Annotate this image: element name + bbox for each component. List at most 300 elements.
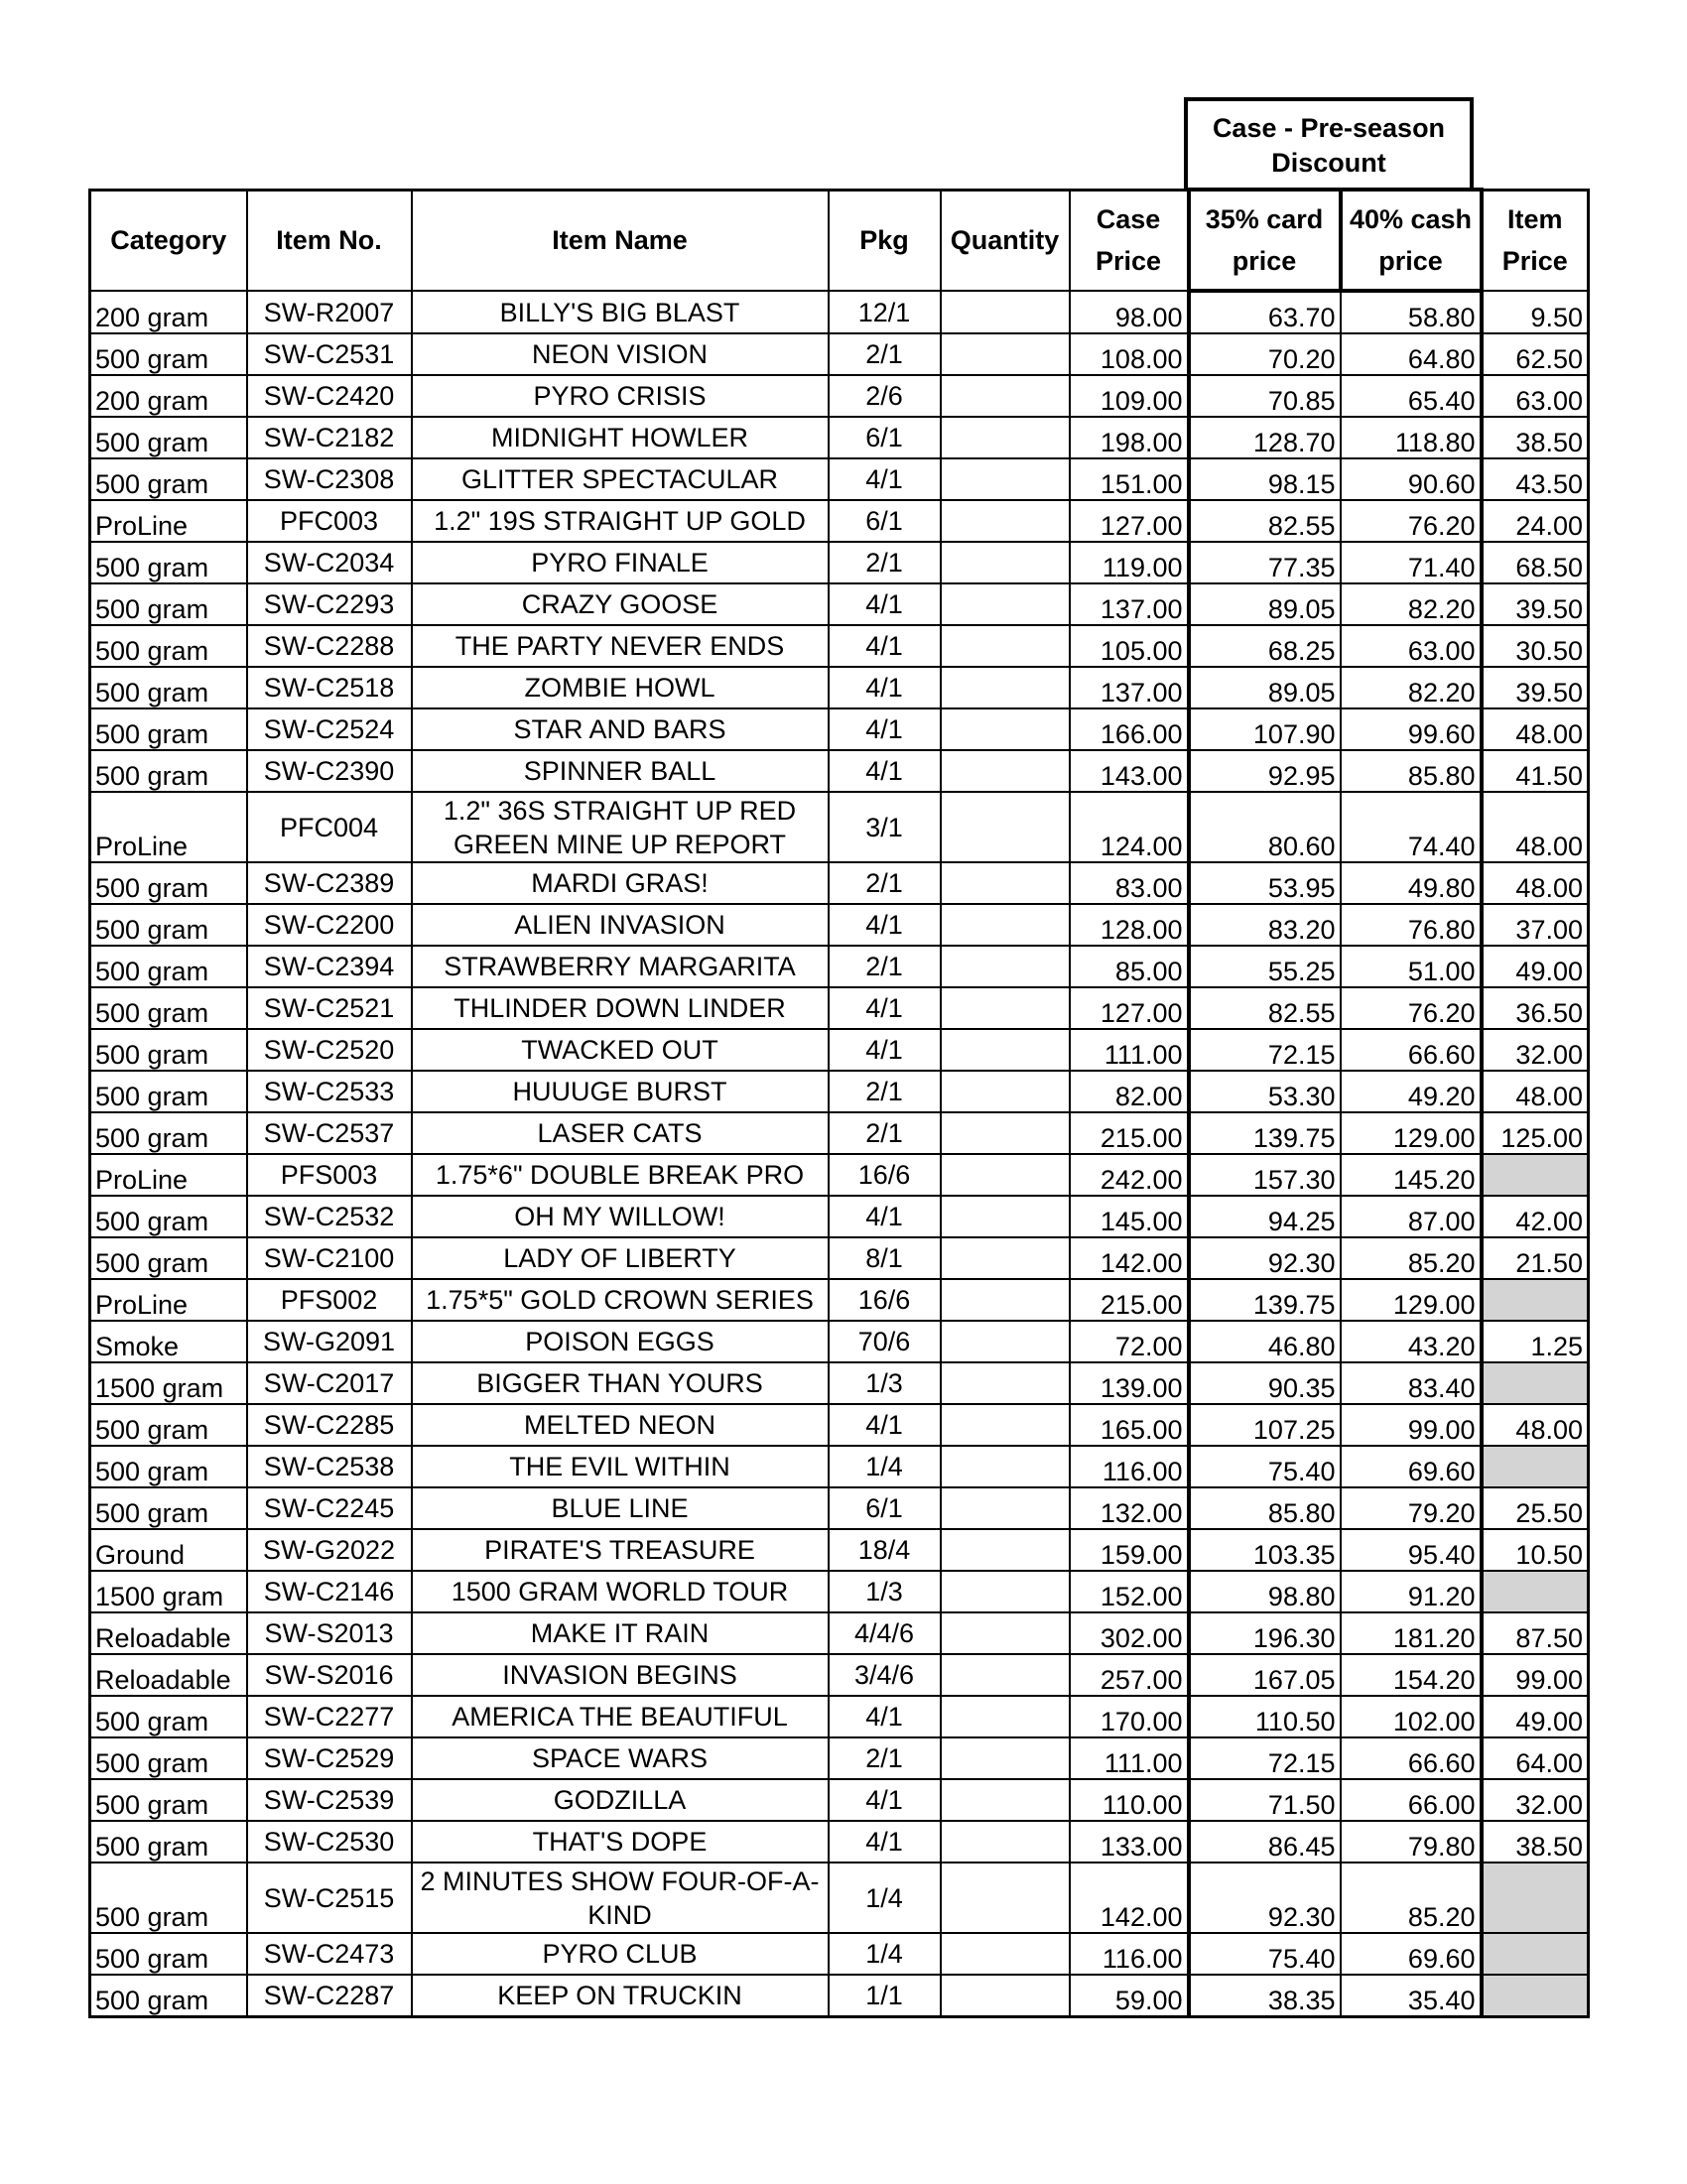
- quantity-input-cell[interactable]: [941, 792, 1070, 862]
- case-price-cell: 137.00: [1070, 583, 1189, 625]
- card-price-cell: 82.55: [1189, 987, 1341, 1029]
- category-cell: ProLine: [90, 1154, 247, 1196]
- table-row: [90, 1237, 1589, 1279]
- table-row: [90, 375, 1589, 417]
- item-price-cell: 48.00: [1482, 792, 1589, 862]
- quantity-input-cell[interactable]: [941, 1737, 1070, 1779]
- pkg-cell: 2/1: [829, 862, 941, 904]
- category-cell: 500 gram: [90, 1933, 247, 1975]
- quantity-input-cell[interactable]: [941, 1279, 1070, 1321]
- item-no-cell: SW-C2017: [247, 1362, 412, 1404]
- table-row: [90, 792, 1589, 862]
- case-price-cell: 242.00: [1070, 1154, 1189, 1196]
- cash-price-cell: 65.40: [1341, 375, 1482, 417]
- item-no-cell: SW-C2285: [247, 1404, 412, 1446]
- cash-price-cell: 129.00: [1341, 1112, 1482, 1154]
- card-price-cell: 90.35: [1189, 1362, 1341, 1404]
- card-price-cell: 72.15: [1189, 1029, 1341, 1071]
- item-no-cell: SW-C2146: [247, 1571, 412, 1612]
- item-price-cell: [1482, 1279, 1589, 1321]
- quantity-input-cell[interactable]: [941, 904, 1070, 946]
- card-price-cell: 92.30: [1189, 1237, 1341, 1279]
- pkg-cell: 4/1: [829, 987, 941, 1029]
- quantity-input-cell[interactable]: [941, 1654, 1070, 1696]
- quantity-input-cell[interactable]: [941, 1933, 1070, 1975]
- quantity-input-cell[interactable]: [941, 1154, 1070, 1196]
- cash-price-cell: 145.20: [1341, 1154, 1482, 1196]
- item-name-cell: GLITTER SPECTACULAR: [412, 458, 829, 500]
- category-cell: 500 gram: [90, 1975, 247, 2017]
- cash-price-cell: 87.00: [1341, 1196, 1482, 1237]
- category-cell: 1500 gram: [90, 1362, 247, 1404]
- item-price-cell: 36.50: [1482, 987, 1589, 1029]
- item-name-cell: LASER CATS: [412, 1112, 829, 1154]
- item-price-cell: 21.50: [1482, 1237, 1589, 1279]
- quantity-input-cell[interactable]: [941, 750, 1070, 792]
- case-price-cell: 83.00: [1070, 862, 1189, 904]
- quantity-input-cell[interactable]: [941, 987, 1070, 1029]
- card-price-cell: 85.80: [1189, 1487, 1341, 1529]
- case-price-cell: 59.00: [1070, 1975, 1189, 2017]
- category-cell: 500 gram: [90, 333, 247, 375]
- card-price-cell: 68.25: [1189, 625, 1341, 667]
- quantity-input-cell[interactable]: [941, 1029, 1070, 1071]
- item-price-cell: 49.00: [1482, 1696, 1589, 1737]
- cash-price-cell: 49.20: [1341, 1071, 1482, 1112]
- card-price-cell: 110.50: [1189, 1696, 1341, 1737]
- card-price-cell: 86.45: [1189, 1821, 1341, 1863]
- pkg-cell: 4/4/6: [829, 1612, 941, 1654]
- category-cell: 500 gram: [90, 1196, 247, 1237]
- item-name-cell: STRAWBERRY MARGARITA: [412, 946, 829, 987]
- item-no-cell: SW-S2016: [247, 1654, 412, 1696]
- case-price-cell: 159.00: [1070, 1529, 1189, 1571]
- item-no-cell: SW-C2473: [247, 1933, 412, 1975]
- quantity-input-cell[interactable]: [941, 542, 1070, 583]
- item-price-cell: 32.00: [1482, 1779, 1589, 1821]
- item-name-cell: THE PARTY NEVER ENDS: [412, 625, 829, 667]
- pkg-cell: 8/1: [829, 1237, 941, 1279]
- category-cell: 500 gram: [90, 1821, 247, 1863]
- cash-price-cell: 102.00: [1341, 1696, 1482, 1737]
- cash-price-cell: 74.40: [1341, 792, 1482, 862]
- category-cell: Smoke: [90, 1321, 247, 1362]
- table-row: [90, 1933, 1589, 1975]
- item-no-cell: SW-C2521: [247, 987, 412, 1029]
- item-price-cell: [1482, 1446, 1589, 1487]
- header-item-price: Item Price: [1482, 190, 1589, 291]
- table-row: [90, 1571, 1589, 1612]
- item-name-cell: THAT'S DOPE: [412, 1821, 829, 1863]
- case-price-cell: 119.00: [1070, 542, 1189, 583]
- item-name-cell: HUUUGE BURST: [412, 1071, 829, 1112]
- table-row: [90, 1154, 1589, 1196]
- quantity-input-cell[interactable]: [941, 1975, 1070, 2017]
- item-no-cell: SW-C2533: [247, 1071, 412, 1112]
- item-no-cell: SW-C2515: [247, 1863, 412, 1933]
- pkg-cell: 2/1: [829, 1737, 941, 1779]
- card-price-cell: 157.30: [1189, 1154, 1341, 1196]
- quantity-input-cell[interactable]: [941, 1779, 1070, 1821]
- item-no-cell: SW-C2538: [247, 1446, 412, 1487]
- cash-price-cell: 49.80: [1341, 862, 1482, 904]
- quantity-input-cell[interactable]: [941, 1821, 1070, 1863]
- case-price-cell: 85.00: [1070, 946, 1189, 987]
- quantity-input-cell[interactable]: [941, 946, 1070, 987]
- card-price-cell: 94.25: [1189, 1196, 1341, 1237]
- pkg-cell: 4/1: [829, 1779, 941, 1821]
- item-name-cell: ALIEN INVASION: [412, 904, 829, 946]
- item-name-cell: KEEP ON TRUCKIN: [412, 1975, 829, 2017]
- table-row: [90, 583, 1589, 625]
- item-price-cell: 37.00: [1482, 904, 1589, 946]
- quantity-input-cell[interactable]: [941, 1362, 1070, 1404]
- case-price-cell: 82.00: [1070, 1071, 1189, 1112]
- item-name-cell: GODZILLA: [412, 1779, 829, 1821]
- table-row: [90, 1196, 1589, 1237]
- table-row: [90, 1863, 1589, 1933]
- item-price-cell: 99.00: [1482, 1654, 1589, 1696]
- item-no-cell: SW-C2537: [247, 1112, 412, 1154]
- case-price-cell: 128.00: [1070, 904, 1189, 946]
- quantity-input-cell[interactable]: [941, 1696, 1070, 1737]
- item-no-cell: SW-C2308: [247, 458, 412, 500]
- cash-price-cell: 76.20: [1341, 500, 1482, 542]
- table-row: [90, 1654, 1589, 1696]
- item-name-cell: LADY OF LIBERTY: [412, 1237, 829, 1279]
- card-price-cell: 139.75: [1189, 1112, 1341, 1154]
- quantity-input-cell[interactable]: [941, 291, 1070, 333]
- pkg-cell: 4/1: [829, 667, 941, 708]
- case-price-cell: 116.00: [1070, 1446, 1189, 1487]
- case-price-cell: 108.00: [1070, 333, 1189, 375]
- item-name-cell: 2 MINUTES SHOW FOUR-OF-A-KIND: [412, 1863, 829, 1933]
- table-row: [90, 1779, 1589, 1821]
- category-cell: Reloadable: [90, 1654, 247, 1696]
- item-price-cell: 42.00: [1482, 1196, 1589, 1237]
- cash-price-cell: 66.60: [1341, 1737, 1482, 1779]
- item-price-cell: 87.50: [1482, 1612, 1589, 1654]
- cash-price-cell: 85.80: [1341, 750, 1482, 792]
- case-price-cell: 145.00: [1070, 1196, 1189, 1237]
- item-name-cell: 1.75*5" GOLD CROWN SERIES: [412, 1279, 829, 1321]
- pkg-cell: 6/1: [829, 417, 941, 458]
- item-price-cell: 62.50: [1482, 333, 1589, 375]
- item-no-cell: SW-C2288: [247, 625, 412, 667]
- cash-price-cell: 76.80: [1341, 904, 1482, 946]
- item-price-cell: 1.25: [1482, 1321, 1589, 1362]
- quantity-input-cell[interactable]: [941, 1071, 1070, 1112]
- cash-price-cell: 79.80: [1341, 1821, 1482, 1863]
- quantity-input-cell[interactable]: [941, 625, 1070, 667]
- pkg-cell: 2/1: [829, 333, 941, 375]
- category-cell: 500 gram: [90, 1737, 247, 1779]
- item-price-cell: [1482, 1362, 1589, 1404]
- pkg-cell: 2/6: [829, 375, 941, 417]
- category-cell: 500 gram: [90, 667, 247, 708]
- category-cell: ProLine: [90, 1279, 247, 1321]
- category-cell: 500 gram: [90, 750, 247, 792]
- card-price-cell: 139.75: [1189, 1279, 1341, 1321]
- cash-price-cell: 58.80: [1341, 291, 1482, 333]
- quantity-input-cell[interactable]: [941, 1446, 1070, 1487]
- item-no-cell: SW-C2394: [247, 946, 412, 987]
- quantity-input-cell[interactable]: [941, 1571, 1070, 1612]
- table-row: [90, 1404, 1589, 1446]
- table-row: [90, 1112, 1589, 1154]
- item-price-cell: [1482, 1933, 1589, 1975]
- cash-price-cell: 91.20: [1341, 1571, 1482, 1612]
- item-price-cell: [1482, 1975, 1589, 2017]
- pkg-cell: 1/1: [829, 1975, 941, 2017]
- item-name-cell: NEON VISION: [412, 333, 829, 375]
- item-no-cell: SW-G2091: [247, 1321, 412, 1362]
- item-name-cell: SPINNER BALL: [412, 750, 829, 792]
- category-cell: 500 gram: [90, 542, 247, 583]
- item-price-cell: 43.50: [1482, 458, 1589, 500]
- card-price-cell: 75.40: [1189, 1446, 1341, 1487]
- item-name-cell: OH MY WILLOW!: [412, 1196, 829, 1237]
- item-no-cell: PFS003: [247, 1154, 412, 1196]
- quantity-input-cell[interactable]: [941, 1612, 1070, 1654]
- discount-group-header: Case - Pre-season Discount: [1184, 97, 1474, 190]
- pkg-cell: 1/4: [829, 1446, 941, 1487]
- item-no-cell: SW-C2034: [247, 542, 412, 583]
- category-cell: 500 gram: [90, 458, 247, 500]
- category-cell: ProLine: [90, 792, 247, 862]
- pkg-cell: 2/1: [829, 542, 941, 583]
- header-cash-price: 40% cash price: [1341, 190, 1482, 291]
- card-price-cell: 83.20: [1189, 904, 1341, 946]
- quantity-input-cell[interactable]: [941, 862, 1070, 904]
- item-price-cell: [1482, 1863, 1589, 1933]
- category-cell: 500 gram: [90, 1071, 247, 1112]
- quantity-input-cell[interactable]: [941, 708, 1070, 750]
- cash-price-cell: 90.60: [1341, 458, 1482, 500]
- quantity-input-cell[interactable]: [941, 417, 1070, 458]
- item-no-cell: SW-C2530: [247, 1821, 412, 1863]
- quantity-input-cell[interactable]: [941, 1487, 1070, 1529]
- table-row: [90, 862, 1589, 904]
- case-price-cell: 111.00: [1070, 1029, 1189, 1071]
- cash-price-cell: 99.00: [1341, 1404, 1482, 1446]
- category-cell: 200 gram: [90, 291, 247, 333]
- item-name-cell: MIDNIGHT HOWLER: [412, 417, 829, 458]
- item-no-cell: SW-C2524: [247, 708, 412, 750]
- item-price-cell: 48.00: [1482, 708, 1589, 750]
- table-row: [90, 708, 1589, 750]
- case-price-cell: 198.00: [1070, 417, 1189, 458]
- category-cell: 500 gram: [90, 904, 247, 946]
- card-price-cell: 75.40: [1189, 1933, 1341, 1975]
- quantity-input-cell[interactable]: [941, 1196, 1070, 1237]
- category-cell: 500 gram: [90, 708, 247, 750]
- card-price-cell: 70.85: [1189, 375, 1341, 417]
- card-price-cell: 53.30: [1189, 1071, 1341, 1112]
- table-row: [90, 1696, 1589, 1737]
- item-no-cell: PFC003: [247, 500, 412, 542]
- item-name-cell: 1.75*6" DOUBLE BREAK PRO: [412, 1154, 829, 1196]
- table-row: [90, 750, 1589, 792]
- item-name-cell: TWACKED OUT: [412, 1029, 829, 1071]
- table-row: [90, 1362, 1589, 1404]
- cash-price-cell: 64.80: [1341, 333, 1482, 375]
- card-price-cell: 128.70: [1189, 417, 1341, 458]
- header-row: [90, 190, 1589, 291]
- quantity-input-cell[interactable]: [941, 1529, 1070, 1571]
- table-row: [90, 667, 1589, 708]
- category-cell: ProLine: [90, 500, 247, 542]
- cash-price-cell: 76.20: [1341, 987, 1482, 1029]
- table-row: [90, 1321, 1589, 1362]
- case-price-cell: 151.00: [1070, 458, 1189, 500]
- quantity-input-cell[interactable]: [941, 333, 1070, 375]
- item-no-cell: SW-C2531: [247, 333, 412, 375]
- item-price-cell: 32.00: [1482, 1029, 1589, 1071]
- quantity-input-cell[interactable]: [941, 667, 1070, 708]
- case-price-cell: 137.00: [1070, 667, 1189, 708]
- cash-price-cell: 154.20: [1341, 1654, 1482, 1696]
- case-price-cell: 170.00: [1070, 1696, 1189, 1737]
- quantity-input-cell[interactable]: [941, 583, 1070, 625]
- cash-price-cell: 69.60: [1341, 1446, 1482, 1487]
- quantity-input-cell[interactable]: [941, 1112, 1070, 1154]
- pkg-cell: 18/4: [829, 1529, 941, 1571]
- card-price-cell: 46.80: [1189, 1321, 1341, 1362]
- pkg-cell: 3/4/6: [829, 1654, 941, 1696]
- case-price-cell: 165.00: [1070, 1404, 1189, 1446]
- pkg-cell: 2/1: [829, 946, 941, 987]
- pkg-cell: 4/1: [829, 904, 941, 946]
- category-cell: 500 gram: [90, 987, 247, 1029]
- item-price-cell: 64.00: [1482, 1737, 1589, 1779]
- item-name-cell: CRAZY GOOSE: [412, 583, 829, 625]
- case-price-cell: 215.00: [1070, 1112, 1189, 1154]
- item-no-cell: SW-C2389: [247, 862, 412, 904]
- cash-price-cell: 85.20: [1341, 1863, 1482, 1933]
- item-price-cell: 38.50: [1482, 1821, 1589, 1863]
- item-no-cell: SW-C2532: [247, 1196, 412, 1237]
- pkg-cell: 1/4: [829, 1863, 941, 1933]
- header-item-no: Item No.: [247, 190, 412, 291]
- item-name-cell: INVASION BEGINS: [412, 1654, 829, 1696]
- header-item-name: Item Name: [412, 190, 829, 291]
- case-price-cell: 124.00: [1070, 792, 1189, 862]
- case-price-cell: 111.00: [1070, 1737, 1189, 1779]
- pkg-cell: 4/1: [829, 583, 941, 625]
- item-price-cell: 49.00: [1482, 946, 1589, 987]
- table-row: [90, 1279, 1589, 1321]
- category-cell: 500 gram: [90, 1237, 247, 1279]
- quantity-input-cell[interactable]: [941, 500, 1070, 542]
- cash-price-cell: 85.20: [1341, 1237, 1482, 1279]
- item-no-cell: SW-C2200: [247, 904, 412, 946]
- quantity-input-cell[interactable]: [941, 375, 1070, 417]
- pkg-cell: 2/1: [829, 1112, 941, 1154]
- item-price-cell: 10.50: [1482, 1529, 1589, 1571]
- item-name-cell: MELTED NEON: [412, 1404, 829, 1446]
- case-price-cell: 257.00: [1070, 1654, 1189, 1696]
- category-cell: 500 gram: [90, 862, 247, 904]
- table-row: [90, 291, 1589, 333]
- case-price-cell: 105.00: [1070, 625, 1189, 667]
- cash-price-cell: 83.40: [1341, 1362, 1482, 1404]
- card-price-cell: 53.95: [1189, 862, 1341, 904]
- item-name-cell: THLINDER DOWN LINDER: [412, 987, 829, 1029]
- item-no-cell: SW-C2420: [247, 375, 412, 417]
- card-price-cell: 71.50: [1189, 1779, 1341, 1821]
- case-price-cell: 110.00: [1070, 1779, 1189, 1821]
- item-price-cell: [1482, 1154, 1589, 1196]
- item-no-cell: SW-R2007: [247, 291, 412, 333]
- case-price-cell: 98.00: [1070, 291, 1189, 333]
- item-no-cell: SW-C2539: [247, 1779, 412, 1821]
- quantity-input-cell[interactable]: [941, 1237, 1070, 1279]
- item-no-cell: SW-C2390: [247, 750, 412, 792]
- cash-price-cell: 95.40: [1341, 1529, 1482, 1571]
- category-cell: Ground: [90, 1529, 247, 1571]
- case-price-cell: 142.00: [1070, 1863, 1189, 1933]
- table-row: [90, 1737, 1589, 1779]
- card-price-cell: 82.55: [1189, 500, 1341, 542]
- card-price-cell: 196.30: [1189, 1612, 1341, 1654]
- quantity-input-cell[interactable]: [941, 1321, 1070, 1362]
- case-price-cell: 127.00: [1070, 987, 1189, 1029]
- category-cell: 500 gram: [90, 946, 247, 987]
- card-price-cell: 107.25: [1189, 1404, 1341, 1446]
- table-row: [90, 1029, 1589, 1071]
- pkg-cell: 12/1: [829, 291, 941, 333]
- item-name-cell: BILLY'S BIG BLAST: [412, 291, 829, 333]
- pkg-cell: 6/1: [829, 500, 941, 542]
- table-row: [90, 1446, 1589, 1487]
- card-price-cell: 55.25: [1189, 946, 1341, 987]
- cash-price-cell: 66.60: [1341, 1029, 1482, 1071]
- card-price-cell: 92.30: [1189, 1863, 1341, 1933]
- case-price-cell: 152.00: [1070, 1571, 1189, 1612]
- item-no-cell: SW-C2529: [247, 1737, 412, 1779]
- card-price-cell: 98.80: [1189, 1571, 1341, 1612]
- case-price-cell: 72.00: [1070, 1321, 1189, 1362]
- card-price-cell: 72.15: [1189, 1737, 1341, 1779]
- item-price-cell: 48.00: [1482, 1404, 1589, 1446]
- quantity-input-cell[interactable]: [941, 458, 1070, 500]
- cash-price-cell: 71.40: [1341, 542, 1482, 583]
- category-cell: 500 gram: [90, 1863, 247, 1933]
- quantity-input-cell[interactable]: [941, 1863, 1070, 1933]
- case-price-cell: 215.00: [1070, 1279, 1189, 1321]
- case-price-cell: 143.00: [1070, 750, 1189, 792]
- header-pkg: Pkg: [829, 190, 941, 291]
- quantity-input-cell[interactable]: [941, 1404, 1070, 1446]
- category-cell: 500 gram: [90, 625, 247, 667]
- pkg-cell: 4/1: [829, 1196, 941, 1237]
- table-row: [90, 946, 1589, 987]
- category-cell: 500 gram: [90, 1029, 247, 1071]
- pkg-cell: 2/1: [829, 1071, 941, 1112]
- pkg-cell: 1/4: [829, 1933, 941, 1975]
- item-name-cell: POISON EGGS: [412, 1321, 829, 1362]
- cash-price-cell: 82.20: [1341, 667, 1482, 708]
- category-cell: 500 gram: [90, 1696, 247, 1737]
- cash-price-cell: 63.00: [1341, 625, 1482, 667]
- category-cell: 1500 gram: [90, 1571, 247, 1612]
- item-price-cell: 39.50: [1482, 667, 1589, 708]
- pkg-cell: 16/6: [829, 1279, 941, 1321]
- item-name-cell: PYRO CLUB: [412, 1933, 829, 1975]
- card-price-cell: 38.35: [1189, 1975, 1341, 2017]
- table-row: [90, 1529, 1589, 1571]
